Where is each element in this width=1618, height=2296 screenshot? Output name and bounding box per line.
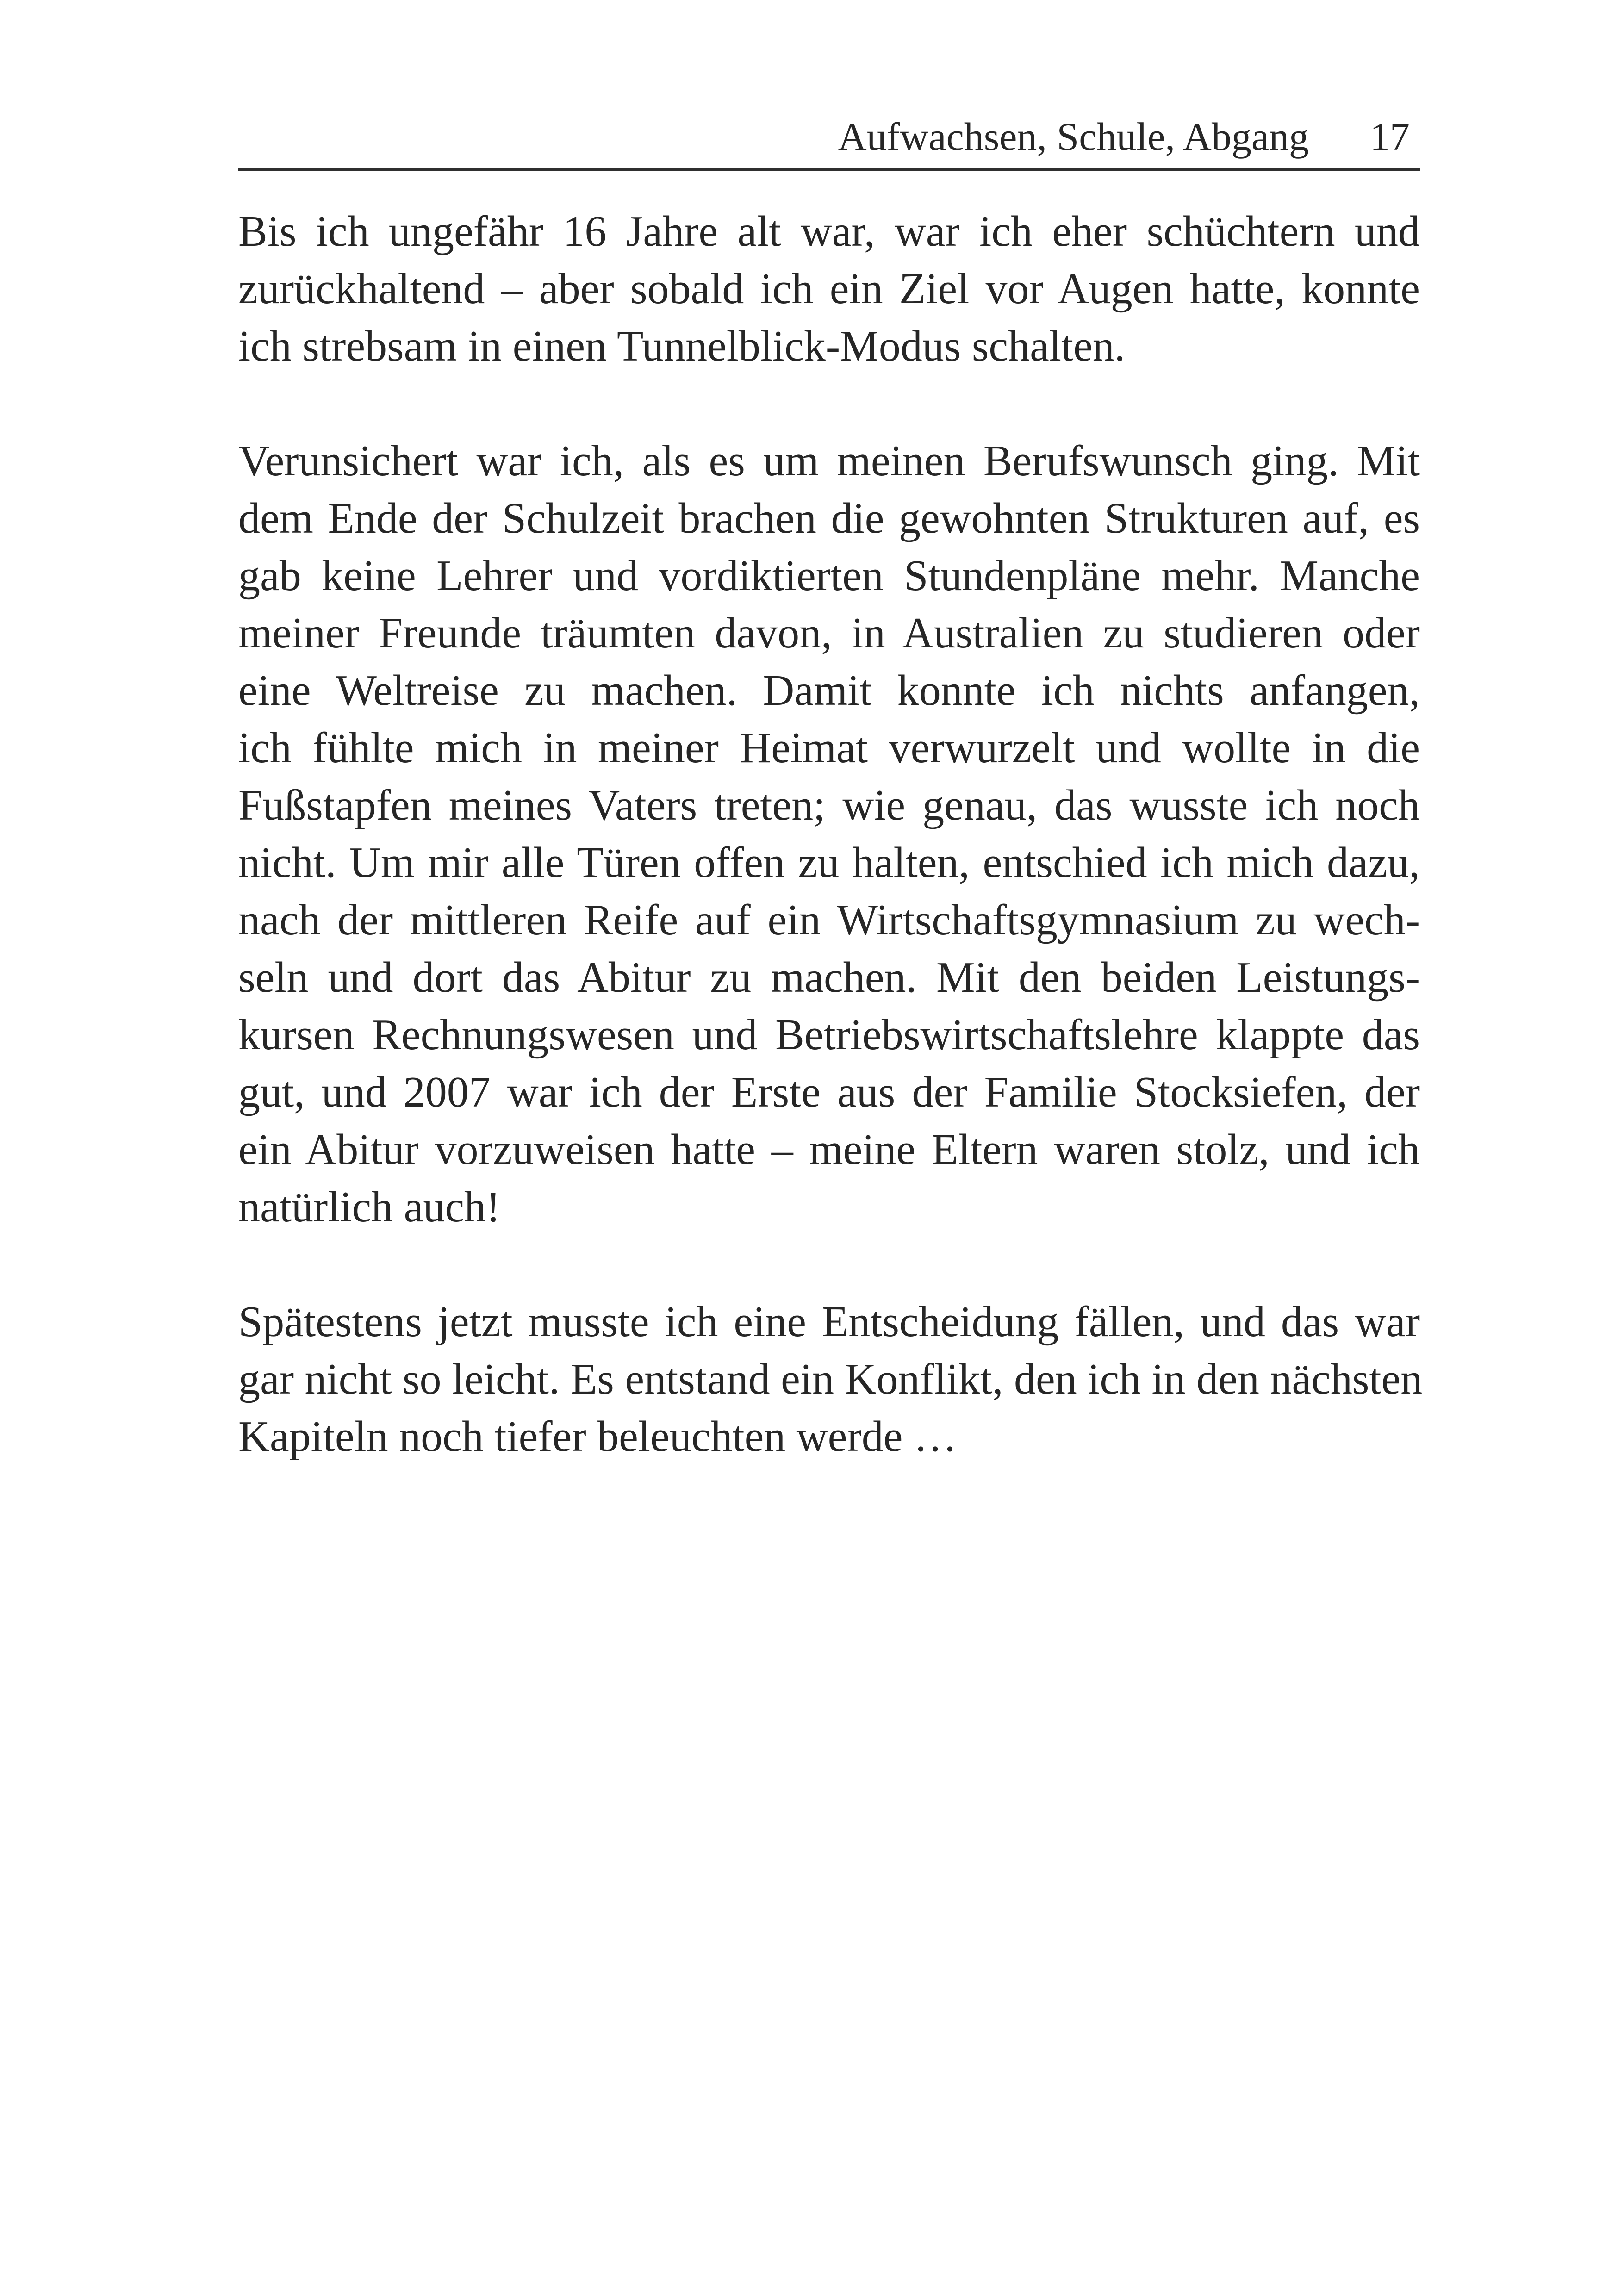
text-line: nicht. Um mir alle Türen offen zu halten, entschied ich mich dazu, — [238, 839, 1420, 887]
running-title: Aufwachsen, Schule, Abgang — [838, 114, 1309, 159]
text-line: ein Abitur vorzuweisen hatte – meine Eltern waren stolz, und ich — [238, 1126, 1420, 1174]
text-line: ich strebsam in einen Tunnelblick-Modus schalten. — [238, 322, 1126, 370]
text-line: gar nicht so leicht. Es entstand ein Konflikt, den ich in den nächsten — [238, 1355, 1423, 1403]
text-line: Fußstapfen meines Vaters treten; wie genau, das wusste ich noch — [238, 781, 1420, 829]
paragraph-3 — [238, 1293, 1423, 1465]
text-line: seln und dort das Abitur zu machen. Mit den beiden Leistungs- — [238, 953, 1420, 1002]
text-line: ich fühlte mich in meiner Heimat verwurzelt und wollte in die — [238, 724, 1420, 772]
paragraph-1 — [238, 203, 1420, 375]
text-line: kursen Rechnungswesen und Betriebswirtschaftslehre klappte das — [238, 1011, 1420, 1059]
paragraph-2 — [238, 432, 1420, 1236]
page-header — [238, 109, 1420, 164]
text-line: natürlich auch! — [238, 1183, 501, 1231]
text-line: dem Ende der Schulzeit brachen die gewohnten Strukturen auf, es — [238, 494, 1420, 542]
header-rule — [238, 168, 1420, 171]
text-line: Spätestens jetzt musste ich eine Entscheidung fällen, und das war — [238, 1298, 1420, 1346]
page-number: 17 — [1370, 114, 1410, 159]
text-line: nach der mittleren Reife auf ein Wirtschaftsgymnasium zu wech- — [238, 896, 1420, 944]
text-line: gut, und 2007 war ich der Erste aus der Familie Stocksiefen, der — [238, 1068, 1420, 1116]
text-line: Verunsichert war ich, als es um meinen Berufswunsch ging. Mit — [238, 437, 1420, 485]
body-text — [238, 203, 1423, 1523]
text-line: Bis ich ungefähr 16 Jahre alt war, war ich eher schüchtern und — [238, 207, 1420, 255]
text-line: meiner Freunde träumten davon, in Australien zu studieren oder — [238, 609, 1420, 657]
text-line: Kapiteln noch tiefer beleuchten werde … — [238, 1412, 957, 1461]
text-line: zurückhaltend – aber sobald ich ein Ziel vor Augen hatte, konnte — [238, 265, 1420, 313]
text-line: gab keine Lehrer und vordiktierten Stundenpläne mehr. Manche — [238, 552, 1420, 600]
text-line: eine Weltreise zu machen. Damit konnte ich nichts anfangen, — [238, 666, 1420, 715]
